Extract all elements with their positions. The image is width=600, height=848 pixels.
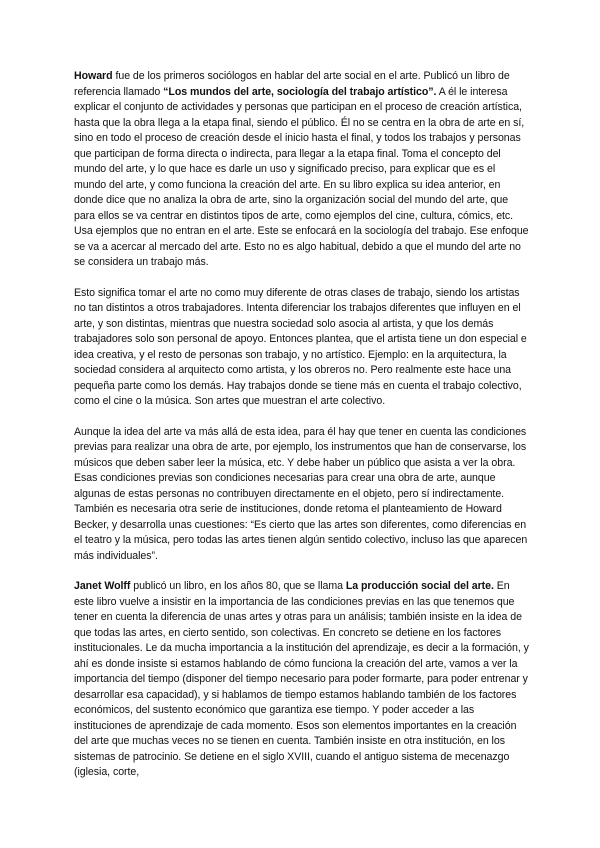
- paragraph-janet-wolff: [74, 579, 529, 781]
- author-name-howard: Howard: [74, 70, 113, 82]
- paragraph-trabajo-colectivo: Esto significa tomar el arte no como muy diferente de otras clases de trabajo, siendo los artistas no tan distintos a otros trabajadores. Intenta diferenciar los trabajos diferentes que influyen en el arte, y son distintas, mientras que nuestra sociedad solo asocia al artista, y que los demás trabajadores solo son personal de apoyo. Entonces plantea, que el artista tiene un don especial e idea creativa, y el resto de personas son trabajo, y no artístico. Ejemplo: en la arquitectura, la sociedad considera al arquitecto como artista, y los obreros no. Pero realmente este hace una pequeña parte como los demás. Hay trabajos donde se tiene más en cuenta el trabajo colectivo, como el cine o la música. Son artes que muestran el arte colectivo.: [74, 286, 527, 407]
- book-title-produccion-social: La producción social del arte.: [345, 580, 494, 592]
- paragraph-howard: [74, 69, 529, 271]
- paragraph-text: En este libro vuelve a insistir en la importancia de las condiciones previas en las que tenemos que tener en cuenta la diferencia de unas artes y otras para un análisis; también insiste en la idea de que todas las artes, en cierto sentido, son colectivas. En concreto se detiene en los factores institucionales. Le da mucha importancia a la institución del aprendizaje, es decir a la formación, y ahí es donde insiste si estamos hablando de cómo funciona la creación del arte, vamos a ver la importancia del tiempo (disponer del tiempo necesario para poder formarte, para poder entrenar y desarrollar esa capacidad), y si hablamos de tiempo estamos hablando también de los factores económicos, del sustento económico que garantiza ese tiempo. Y poder acceder a las instituciones de aprendizaje de cada momento. Esos son elementos importantes en la creación del arte que muchas veces no se tienen en cuenta. También insiste en otra institución, en los sistemas de patrocinio. Se detiene en el siglo XVIII, cuando el antiguo sistema de mecenazgo (iglesia, corte,: [74, 580, 529, 778]
- paragraph-text: publicó un libro, en los años 80, que se llama: [130, 580, 346, 592]
- book-title-mundos-del-arte: “Los mundos del arte, sociología del trabajo artístico”.: [163, 85, 437, 98]
- author-name-janet-wolff: Janet Wolff: [74, 580, 131, 592]
- paragraph-text: fue de los primeros sociólogos en hablar del arte social en el arte. Publicó un libro de referencia llamado: [74, 70, 510, 98]
- paragraph-condiciones-previas: Aunque la idea del arte va más allá de esta idea, para él hay que tener en cuenta las condiciones previas para realizar una obra de arte, por ejemplo, los instrumentos que han de conservarse, los músicos que deben saber leer la música, etc. Y debe haber un público que asista a ver la obra. Esas condiciones previas son condiciones necesarias para crear una obra de arte, aunque algunas de estas personas no contribuyen directamente en el objeto, pero sí indirectamente. También es necesaria otra serie de instituciones, donde retoma el planteamiento de Howard Becker, y desarrolla unas cuestiones: “Es cierto que las artes son diferentes, como diferencias en el teatro y la música, pero todas las artes tienen algún sentido colectivo, incluso las que aparecen más individuales”.: [74, 425, 528, 562]
- paragraph-text: A él le interesa explicar el conjunto de actividades y personas que participan en el proceso de creación artística, hasta que la obra llega a la etapa final, siendo el público. Él no se centra en la obra de arte en sí, sino en todo el proceso de creación desde el inicio hasta el final, y todos los trabajos y personas que participan de forma directa o indirecta, para llegar a la etapa final. Toma el concepto del mundo del arte, y lo que hace es darle un uso y significado preciso, para explicar que es el mundo del arte, y como funciona la creación del arte. En su libro explica su idea anterior, en donde dice que no analiza la obra de arte, sino la organización social del mundo del arte, que para ellos se va centrar en distintos tipos de arte, como ejemplos del cine, cultura, cómics, etc. Usa ejemplos que no entran en el arte. Este se enfocará en la sociología del trabajo. Ese enfoque se va a acercar al mercado del arte. Esto no es algo habitual, debido a que el mundo del arte no se considera un trabajo más.: [74, 85, 529, 268]
- document-page: [74, 69, 529, 781]
